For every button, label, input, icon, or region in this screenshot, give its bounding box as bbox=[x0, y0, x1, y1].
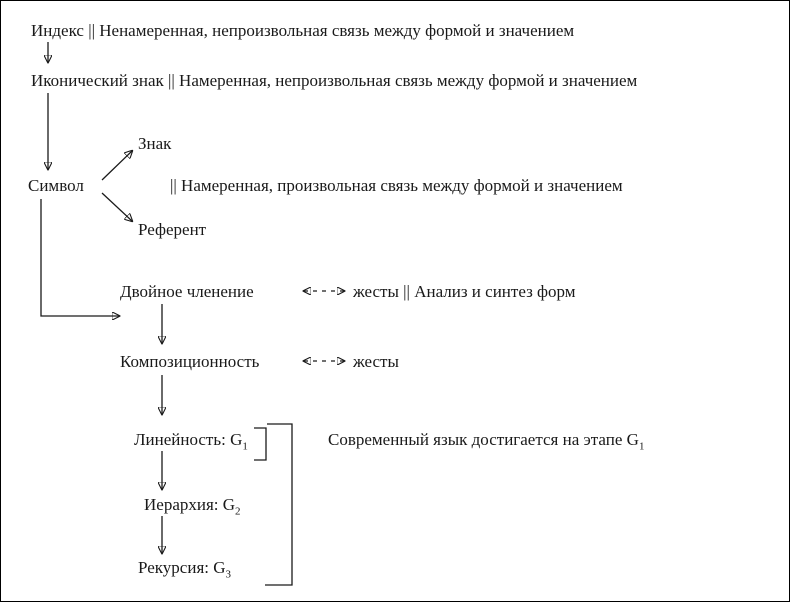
node-symbol: Символ bbox=[28, 176, 84, 195]
node-hierarchy-text: Иерархия: G bbox=[144, 495, 236, 514]
node-linearity-subscript: 1 bbox=[242, 440, 248, 453]
gestures-label: жесты bbox=[353, 352, 399, 371]
node-hierarchy-subscript: 2 bbox=[235, 505, 241, 518]
node-compositionality: Композиционность bbox=[120, 352, 260, 371]
node-index: Индекс || Ненамеренная, непроизвольная связь между формой и значением bbox=[31, 21, 575, 40]
gestures-analysis-label: жесты || Анализ и синтез форм bbox=[353, 282, 576, 301]
node-sign: Знак bbox=[138, 134, 172, 153]
node-linearity-text: Линейность: G bbox=[134, 430, 243, 449]
arrow-symbol-to-double-articulation-icon bbox=[41, 199, 119, 316]
node-referent: Референт bbox=[138, 220, 207, 239]
modern-language-note-text: Современный язык достигается на этапе G bbox=[328, 430, 639, 449]
node-recursion-text: Рекурсия: G bbox=[138, 558, 226, 577]
node-recursion-subscript: 3 bbox=[225, 568, 232, 581]
large-bracket-icon bbox=[265, 424, 292, 585]
node-iconic-sign: Иконический знак || Намеренная, непроизвольная связь между формой и значением bbox=[31, 71, 638, 90]
node-linearity bbox=[134, 430, 248, 453]
modern-language-note bbox=[328, 430, 645, 453]
arrow-symbol-to-referent-icon bbox=[102, 193, 132, 221]
small-bracket-icon bbox=[254, 428, 266, 460]
arrow-symbol-to-sign-icon bbox=[102, 151, 132, 180]
node-recursion bbox=[138, 558, 232, 581]
modern-language-note-subscript: 1 bbox=[638, 440, 645, 453]
node-hierarchy bbox=[144, 495, 241, 518]
node-double-articulation: Двойное членение bbox=[120, 282, 254, 301]
symbol-relation-label: || Намеренная, произвольная связь между формой и значением bbox=[170, 176, 623, 195]
